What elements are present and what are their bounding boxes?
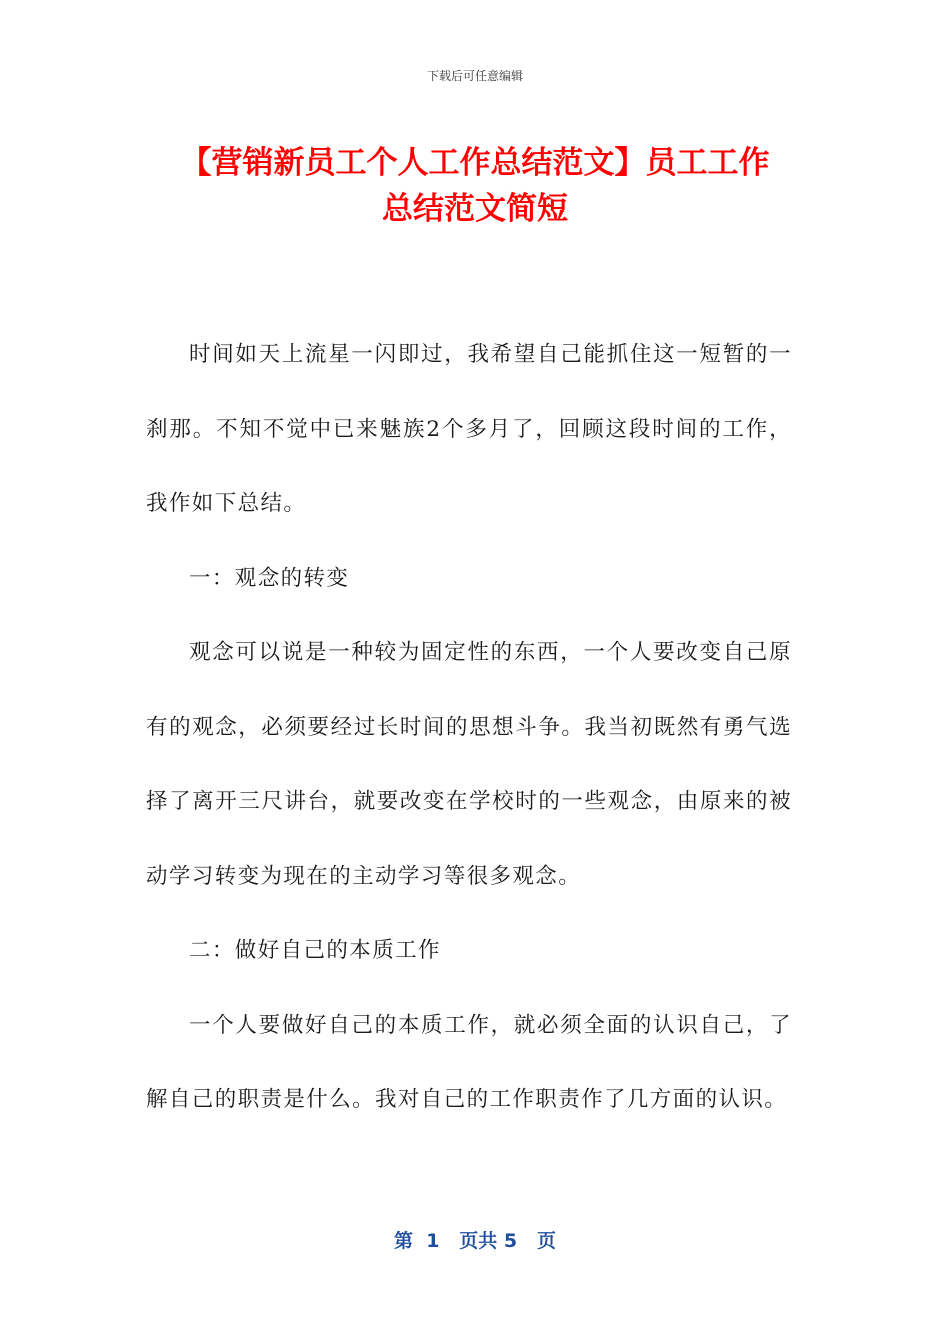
document-title-line-2: 总结范文简短 — [382, 191, 568, 227]
header-note: 下载后可任意编辑 — [426, 69, 523, 83]
paragraph-concept-change: 观念可以说是一种较为固定性的东西，一个人要改变自己原有的观念，必须要经过长时间的思想斗争。我当初既然有勇气选择了离开三尺讲台，就要改变在学校时的一些观念，由原来的被动学习转变为现在的主动学习等很多观念。 — [146, 640, 792, 889]
page-number-footer: 第 1 页共 5 页 — [394, 1230, 556, 1252]
document-title-line-1: 【营销新员工个人工作总结范文】员工工作 — [180, 145, 770, 181]
section-heading-1: 一：观念的转变 — [189, 565, 350, 591]
document-title — [120, 140, 830, 232]
paragraph-intro: 时间如天上流星一闪即过，我希望自己能抓住这一短暂的一刹那。不知不觉中已来魅族2个多月了，回顾这段时间的工作，我作如下总结。 — [146, 342, 792, 516]
paragraph-core-work: 一个人要做好自己的本质工作，就必须全面的认识自己，了解自己的职责是什么。我对自己的工作职责作了几方面的认识。 — [146, 1012, 792, 1112]
section-heading-2: 二：做好自己的本质工作 — [189, 938, 441, 963]
document-body — [146, 318, 792, 1138]
